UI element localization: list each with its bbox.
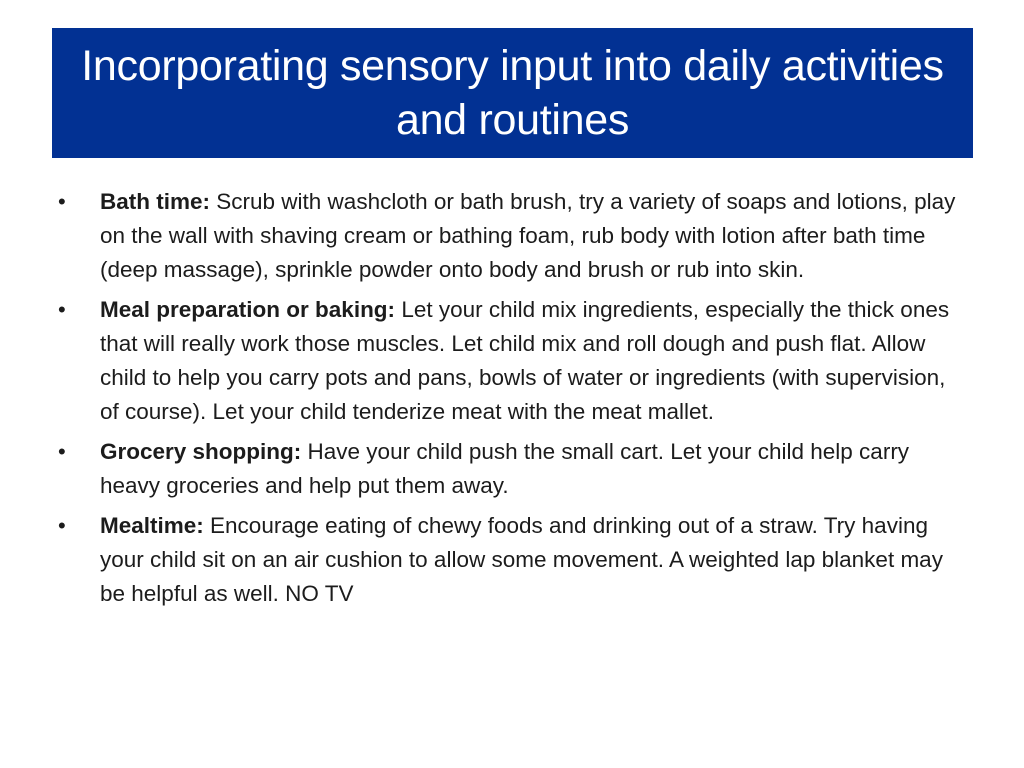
bullet-list — [58, 185, 968, 617]
bullet-text: Scrub with washcloth or bath brush, try a variety of soaps and lotions, play on the wall with shaving cream or bathing foam, rub body with lotion after bath time (deep massage), sprinkle powder onto body and brush or rub into skin. — [100, 189, 956, 282]
bullet-item-mealtime — [58, 509, 968, 611]
bullet-dot-icon: • — [58, 439, 66, 464]
bullet-text: Have your child push the small cart. Let your child help carry heavy groceries and help put them away. — [100, 439, 910, 498]
bullet-dot-icon: • — [58, 297, 66, 322]
bullet-item-bath-time — [58, 185, 968, 287]
bullet-heading: Grocery shopping: — [100, 439, 302, 464]
bullet-heading: Mealtime: — [100, 513, 204, 538]
bullet-heading: Bath time: — [100, 189, 211, 214]
bullet-text: Encourage eating of chewy foods and drinking out of a straw. Try having your child sit on an air cushion to allow some movement. A weighted lap blanket may be helpful as well. NO TV — [100, 513, 943, 606]
bullet-text: Let your child mix ingredients, especially the thick ones that will really work those muscles. Let child mix and roll dough and push flat. Allow child to help you carry pots and pans, bowls of water or ingredients (with supervision, of course). Let your child tenderize meat with the meat mallet. — [100, 297, 950, 424]
bullet-heading: Meal preparation or baking: — [100, 297, 396, 322]
bullet-item-grocery-shopping — [58, 435, 968, 503]
bullet-item-meal-preparation — [58, 293, 968, 429]
bullet-dot-icon: • — [58, 513, 66, 538]
bullet-dot-icon: • — [58, 189, 66, 214]
slide-title: Incorporating sensory input into daily activities and routines — [81, 42, 944, 144]
title-bar — [52, 28, 973, 158]
